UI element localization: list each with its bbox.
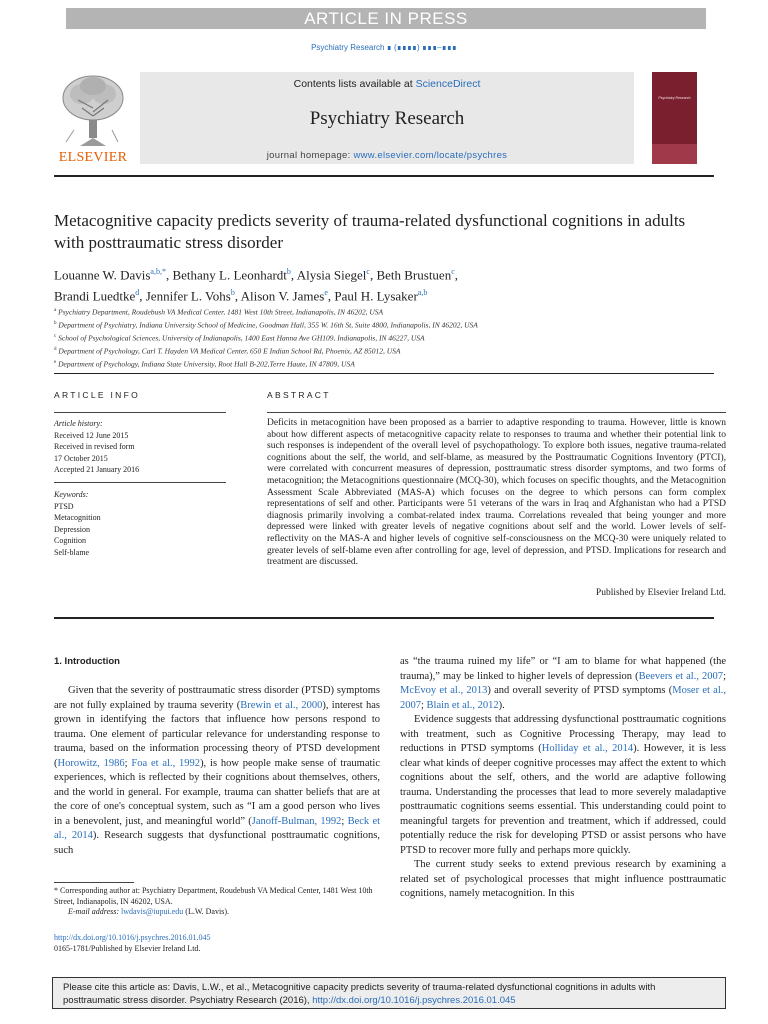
author-name: Bethany L. Leonhardt [172, 267, 287, 283]
author-affil-marker[interactable]: a,b,* [150, 267, 166, 276]
citation-link[interactable]: McEvoy et al., 2013 [400, 685, 488, 696]
citation-text: Please cite this article as: Davis, L.W., et al., Metacognitive capacity predicts severity of trauma-related dysfunctional cognitions in adults with posttraumatic stress disorder. Psychiatry Research (2016), [63, 982, 656, 1006]
citation-link[interactable]: Janoff-Bulman, 1992 [251, 815, 342, 827]
journal-homepage-line [140, 150, 634, 161]
article-title: Metacognitive capacity predicts severity of trauma-related dysfunctional cognitions in adults with posttraumatic stress disorder [54, 211, 686, 252]
keywords-block [54, 489, 226, 558]
citation-link[interactable]: Foa et al., 1992 [131, 757, 201, 769]
affiliation-key: c [54, 334, 57, 339]
elsevier-wordmark: ELSEVIER [58, 150, 128, 165]
intro-paragraph-3 [400, 858, 726, 902]
body-text: as “the trauma ruined my life” or “I am to blame for what happened (the trauma),” may be linked to higher levels of depression ( [400, 656, 726, 682]
body-text: ; [124, 757, 132, 769]
author-affil-marker[interactable]: c [366, 267, 370, 276]
affiliation-text: School of Psychological Sciences, University of Indianapolis, 1400 East Hanna Ave GH109, Indianapolis, IN 46227, USA [58, 333, 425, 343]
contents-line [140, 78, 634, 90]
keyword-item: Self-blame [54, 547, 90, 557]
affiliation-text: Department of Psychology, Indiana State University, Root Hall B-202,Terre Haute, IN 47809, USA [58, 359, 355, 369]
author-affil-marker[interactable]: a,b [417, 288, 428, 298]
keywords-label: Keywords: [54, 490, 89, 499]
cover-band [652, 144, 697, 164]
intro-paragraph-2 [400, 713, 726, 858]
body-text: ), is how people make sense of traumatic experiences, which is reflected by their cognitions about themselves, others, and the world in general. For example, trauma can shatter beliefs that are at the core of one's conceptual system, such as “I am a good person who lives in a benevolent, just, and meaningful world” ( [54, 757, 380, 827]
body-text: ) and overall severity of PTSD symptoms ( [487, 685, 673, 696]
journal-reference: Psychiatry Research ∎ (∎∎∎∎) ∎∎∎–∎∎∎ [311, 43, 457, 52]
affiliations [54, 305, 714, 370]
keyword-item: Cognition [54, 536, 87, 545]
body-text: Given that the severity of posttraumatic stress disorder (PTSD) symptoms are not fully explained by trauma severity ( [54, 685, 380, 711]
body-text: Evidence suggests that addressing dysfunctional posttraumatic cognitions with treatment, such as Cognitive Processing Therapy, may lead to reductions in PTSD symptoms ( [400, 714, 726, 754]
author-line-2: Brandi Luedtke$^d$, Jennifer L. Vohs$^b$, Alison V. James$^e$, Paul H. Lysaker$^{a,b}$ [54, 288, 428, 304]
keywords-rule [54, 482, 226, 483]
doi-block [54, 932, 380, 954]
article-info-rule [54, 412, 226, 413]
affiliation-item [54, 344, 714, 357]
citation-link[interactable]: Beevers et al., 2007 [638, 670, 724, 682]
author-email-link[interactable]: lwdavis@iupui.edu [121, 907, 184, 916]
author-affil-marker[interactable]: d [135, 288, 140, 298]
article-info-heading: ARTICLE INFO [54, 390, 141, 400]
affiliation-item [54, 305, 714, 318]
body-text: The current study seeks to extend previous research by examining a related set of psychological processes that might influence posttraumatic cognitions, namely metacognition. In this [400, 859, 726, 899]
history-item: Received in revised form [54, 442, 135, 451]
citation-link[interactable]: Beck et al., 2014 [54, 815, 381, 841]
body-text: ), interest has grown in identifying the factors that influence how persons respond to trauma. One element of particular relevance for understanding response to trauma, based on the information processing theory of PTSD development ( [54, 699, 380, 769]
history-item: 17 October 2015 [54, 453, 108, 463]
journal-cover-thumbnail [652, 72, 697, 164]
body-column-left [54, 684, 380, 858]
author-name: Jennifer L. Vohs [145, 288, 231, 304]
journal-title: Psychiatry Research [309, 108, 465, 129]
body-column-right [400, 655, 726, 902]
intro-paragraph-1-continued [400, 655, 726, 713]
author-affil-marker[interactable]: e [324, 288, 328, 298]
citation-link[interactable]: Moser et al., 2007 [400, 685, 726, 711]
section-title-introduction: 1. Introduction [54, 656, 120, 667]
keywords-list [54, 501, 226, 559]
intro-paragraph-1 [54, 684, 380, 858]
author-affil-marker[interactable]: b [286, 267, 291, 276]
body-text: ; [421, 699, 427, 711]
abstract-end-rule [54, 617, 714, 619]
author-affil-marker[interactable]: b [230, 288, 235, 298]
citation-box [52, 977, 726, 1009]
author-name: Alysia Siegel [296, 267, 367, 283]
author-name: Alison V. James [240, 288, 325, 304]
author-list [54, 263, 714, 306]
issn-line: 0165-1781/Published by Elsevier Ireland Ltd. [54, 944, 201, 953]
citation-link[interactable]: Blain et al., 2012 [426, 699, 499, 711]
article-history [54, 418, 226, 476]
keyword-item: PTSD [54, 501, 74, 511]
contents-prefix: Contents lists available at [293, 78, 416, 90]
email-label: E-mail address: [68, 907, 122, 916]
front-matter-rule [54, 373, 714, 374]
author-name: Paul H. Lysaker [334, 288, 418, 304]
affiliation-text: Department of Psychology, Carl T. Hayden VA Medical Center, 650 E Indian School Rd, Phoenix, AZ 85012, USA [58, 346, 401, 356]
affiliation-text: Department of Psychiatry, Indiana University School of Medicine, Goodman Hall, 355 W. 16th St, Suite 4800, Indianapolis, IN 46202, USA [58, 320, 478, 330]
abstract-rule [267, 412, 726, 413]
citation-doi-link[interactable]: http://dx.doi.org/10.1016/j.psychres.2016.01.045 [312, 995, 516, 1006]
history-item: Accepted 21 January 2016 [54, 465, 140, 474]
sciencedirect-link[interactable]: ScienceDirect [415, 78, 481, 90]
citation-link[interactable]: Horowitz, 1986 [57, 757, 125, 769]
keyword-item: Depression [54, 524, 90, 534]
corresponding-author-text: * Corresponding author at: Psychiatry Department, Roudebush VA Medical Center, 1481 West 10th Street, Indianapolis, IN 46202, USA. [54, 886, 373, 906]
body-text: ). Research suggests that dysfunctional posttraumatic cognitions, such [54, 830, 381, 856]
affiliation-item [54, 331, 714, 344]
footnote-rule [54, 882, 134, 883]
affiliation-key: b [54, 321, 57, 326]
affiliation-text: Psychiatry Department, Roudebush VA Medical Center, 1481 West 10th Street, Indianapolis, IN 46202, USA [58, 307, 384, 317]
corresponding-author-footnote [54, 886, 380, 918]
history-list [54, 430, 226, 476]
homepage-prefix: journal homepage: [266, 150, 354, 161]
abstract-publisher-line: Published by Elsevier Ireland Ltd. [595, 588, 726, 598]
abstract-text: Deficits in metacognition have been proposed as a barrier to adaptive responding to trauma. However, little is known about how different aspects of metacognitive capacity relate to responses to trauma and whether their potential link to such responses is independent of the overall level of psychopathology. To explore both issues, negative trauma-related cognitions about the self, the world, and self-blame, as measured by the Posttraumatic Cognitions Inventory (PTCI), were correlated with concurrent measures of depression, posttraumatic stress disorder symptoms, and two forms of metacognition; the Metacognitions questionnaire (MCQ-30), which focuses on specific thoughts, and the Metacognition Assessment Scale Abbreviated (MAS-A) which focuses on the degree to which persons can form complex representations of self and other. Participants were 51 veterans of the wars in Iraq and Afghanistan who had a PTSD diagnosis primarily involving a combat-related index trauma. Correlations revealed that being younger and more depressed were linked with greater levels of negative cognitions about self and the world. Lower levels of self-reflectivity on the MAS-A and higher levels of cognitive self-consciousness on the MCQ-30 were uniquely related to greater levels of self-blame even after controlling for age, level of depression, and PTSD. Implications for research and treatment are discussed. [267, 418, 726, 568]
author-name: Louanne W. Davis [54, 267, 151, 283]
keyword-item: Metacognition [54, 513, 101, 522]
masthead-rule [54, 175, 714, 177]
author-affil-marker[interactable]: c [451, 267, 455, 276]
affiliation-item [54, 357, 714, 370]
abstract-heading: ABSTRACT [267, 390, 331, 400]
affiliation-key: e [54, 360, 57, 365]
history-item: Received 12 June 2015 [54, 430, 129, 440]
email-suffix: (L.W. Davis). [183, 907, 229, 916]
cover-title: Psychiatry Research [658, 96, 691, 100]
citation-link[interactable]: Brewin et al., 2000 [240, 699, 323, 711]
journal-homepage-link[interactable]: www.elsevier.com/locate/psychres [353, 150, 508, 161]
author-name: Brandi Luedtke [54, 288, 136, 304]
author-name: Beth Brustuen [376, 267, 452, 283]
body-text: ; [723, 670, 726, 682]
article-in-press-banner: ARTICLE IN PRESS [66, 8, 706, 29]
citation-link[interactable]: Holliday et al., 2014 [541, 743, 634, 754]
author-line-1: Louanne W. Davis$^{a,b,*}$, Bethany L. Leonhardt$^b$, Alysia Siegel$^c$, Beth Brustuen$^c$, [54, 267, 459, 283]
body-text: ). [498, 699, 505, 711]
affiliation-item [54, 318, 714, 331]
affiliation-key: a [54, 308, 57, 313]
affiliation-key: d [54, 347, 57, 352]
body-text: ). However, it is less clear what kinds of deeper cognitive processes may affect the extent to which cognitions about the self, others, and the world are adaptive following trauma. Understanding the processes that lead to more severely maladaptive posttraumatic cognitions seems essential. This understanding could point to meaningful targets for prevention and treatment, which if addressed, could potentially reduce the risk for developing PTSD or assist persons who have PTSD to recover more fully and perhaps more quickly. [400, 743, 726, 856]
doi-link[interactable]: http://dx.doi.org/10.1016/j.psychres.2016.01.045 [54, 933, 211, 942]
email-line [54, 907, 380, 918]
body-text: ; [341, 815, 348, 827]
history-label: Article history: [54, 419, 103, 428]
